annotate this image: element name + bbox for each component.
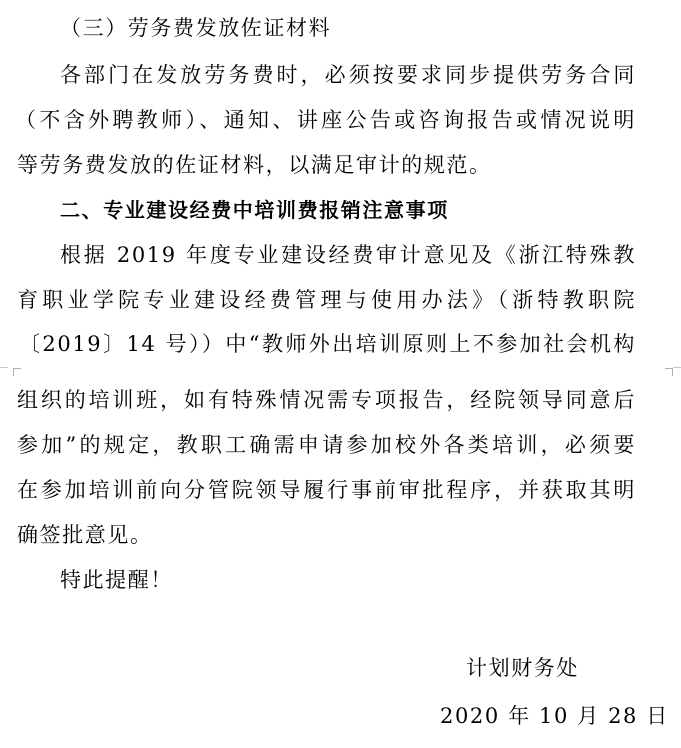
paragraph-line: 育职业学院专业建设经费管理与使用办法》（浙特教职院: [17, 288, 636, 312]
page-corner-mark: [13, 368, 21, 376]
paragraph-line: 组织的培训班，如有特殊情况需专项报告，经院领导同意后: [17, 388, 636, 412]
paragraph-line: 各部门在发放劳务费时，必须按要求同步提供劳务合同: [60, 63, 636, 87]
section-3-heading: （三）劳务费发放佐证材料: [60, 16, 332, 40]
paragraph-line: 确签批意见。: [17, 523, 153, 547]
signature-department: 计划财务处: [466, 656, 579, 680]
page-break: [0, 367, 681, 369]
signature-date: 2020 年 10 月 28 日: [440, 704, 669, 728]
page-corner-mark: [665, 368, 673, 376]
section-2-heading: 二、专业建设经费中培训费报销注意事项: [60, 198, 449, 222]
paragraph-line: 等劳务费发放的佐证材料，以满足审计的规范。: [17, 153, 492, 177]
paragraph-line: 在参加培训前向分管院领导履行事前审批程序，并获取其明: [17, 478, 636, 502]
paragraph-line: 〔2019〕14 号））中“教师外出培训原则上不参加社会机构: [19, 332, 636, 356]
paragraph-line: （不含外聘教师）、通知、讲座公告或咨询报告或情况说明: [15, 108, 636, 132]
paragraph-line: 根据 2019 年度专业建设经费审计意见及《浙江特殊教: [60, 243, 636, 267]
paragraph-line: 参加”的规定，教职工确需申请参加校外各类培训，必须要: [17, 433, 636, 457]
reminder-text: 特此提醒！: [60, 568, 173, 592]
